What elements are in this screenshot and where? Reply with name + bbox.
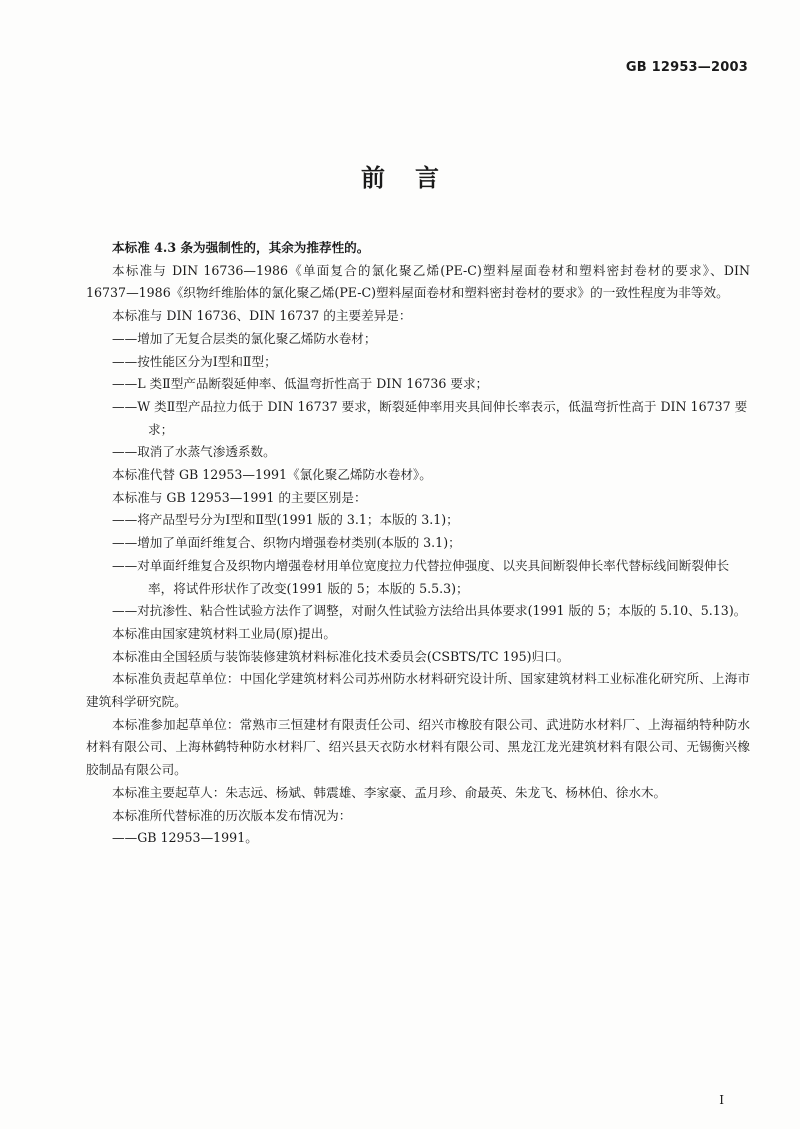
list-item-change: ——增加了单面纤维复合、织物内增强卷材类别(本版的 3.1)； [112, 535, 461, 551]
paragraph-committee: 本标准由全国轻质与装饰装修建筑材料标准化技术委员会(CSBTS/TC 195)归口。 [112, 648, 570, 664]
paragraph-drafters: 本标准主要起草人：朱志远、杨斌、韩震雄、李家豪、孟月珍、俞最英、朱龙飞、杨林伯、徐水木。 [112, 784, 667, 800]
paragraph-mandatory-clause: 本标准 4.3 条为强制性的，其余为推荐性的。 [112, 240, 370, 255]
list-item-difference: ——取消了水蒸气渗透系数。 [112, 444, 276, 460]
list-item-change: ——对抗渗性、粘合性试验方法作了调整，对耐久性试验方法给出具体要求(1991 版的 5；本版的 5.10、5.13)。 [112, 603, 747, 619]
paragraph-replaces: 本标准代替 GB 12953—1991《氯化聚乙烯防水卷材》。 [112, 467, 432, 483]
list-item-difference: ——L 类Ⅱ型产品断裂延伸率、低温弯折性高于 DIN 16736 要求； [112, 376, 489, 392]
page-title: 前言 [361, 164, 469, 192]
list-item-difference: ——W 类Ⅱ型产品拉力低于 DIN 16737 要求，断裂延伸率用夹具间伸长率表示，低温弯折性高于 DIN 16737 要求； [112, 398, 748, 437]
document-body [86, 237, 750, 850]
paragraph-changes-intro: 本标准与 GB 12953—1991 的主要区别是： [112, 489, 367, 505]
list-item-change: ——对单面纤维复合及织物内增强卷材用单位宽度拉力代替拉伸强度、以夹具间断裂伸长率代替标线间断裂伸长率，将试件形状作了改变(1991 版的 5；本版的 5.5.3)； [112, 557, 730, 596]
page-number: Ⅰ [719, 1093, 724, 1107]
paragraph-proposer: 本标准由国家建筑材料工业局(原)提出。 [112, 625, 336, 641]
paragraph-history-intro: 本标准所代替标准的历次版本发布情况为： [112, 807, 352, 823]
paragraph-participating-units: 本标准参加起草单位：常熟市三恒建材有限责任公司、绍兴市橡胶有限公司、武进防水材料厂、上海福纳特种防水材料有限公司、上海林鹤特种防水材料厂、绍兴县天衣防水材料有限公司、黑龙江龙光建筑材料有限公司、无锡衡兴橡胶制品有限公司。 [86, 716, 750, 778]
paragraph-drafting-unit: 本标准负责起草单位：中国化学建筑材料公司苏州防水材料研究设计所、国家建筑材料工业标准化研究所、上海市建筑科学研究院。 [86, 671, 750, 710]
paragraph-consistency: 本标准与 DIN 16736—1986《单面复合的氯化聚乙烯(PE-C)塑料屋面卷材和塑料密封卷材的要求》、DIN 16737—1986《织物纤维胎体的氯化聚乙烯(PE-C)塑料屋面卷材和塑料密封卷材的要求》的一致性程度为非等效。 [86, 262, 750, 301]
list-item-difference: ——按性能区分为Ⅰ型和Ⅱ型； [112, 353, 277, 369]
list-item-history: ——GB 12953—1991。 [112, 830, 258, 846]
standard-code: GB 12953—2003 [625, 60, 748, 75]
list-item-change: ——将产品型号分为Ⅰ型和Ⅱ型(1991 版的 3.1；本版的 3.1)； [112, 512, 459, 528]
paragraph-differences-intro: 本标准与 DIN 16736、DIN 16737 的主要差异是： [112, 308, 412, 324]
list-item-difference: ——增加了无复合层类的氯化聚乙烯防水卷材； [112, 330, 377, 346]
